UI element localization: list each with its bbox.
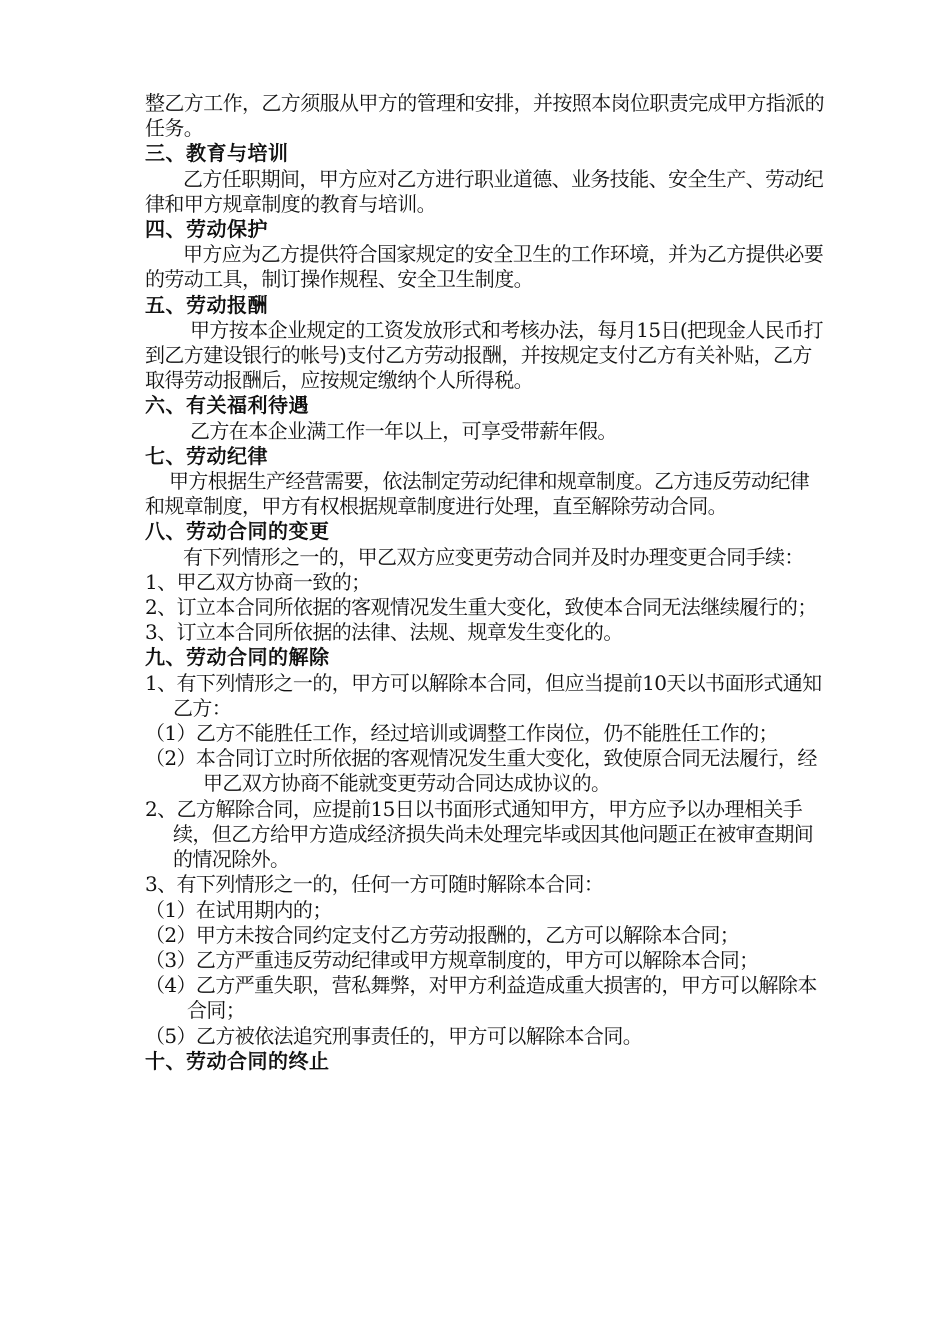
list-item: 1、有下列情形之一的，甲方可以解除本合同，但应当提前10天以书面形式通知乙方：: [145, 670, 822, 720]
section-heading-9: 九、劳动合同的解除: [145, 645, 330, 670]
list-item: 2、乙方解除合同，应提前15日以书面形式通知甲方，甲方应予以办理相关手续，但乙方给甲方造成经济损失尚未处理完毕或因其他问题正在被审查期间的情况除外。: [145, 796, 814, 872]
list-item: 3、订立本合同所依据的法律、法规、规章发生变化的。: [145, 620, 623, 645]
sub-list-item: （1）乙方不能胜任工作，经过培训或调整工作岗位，仍不能胜任工作的；: [145, 721, 778, 746]
section-6-body: 乙方在本企业满工作一年以上，可享受带薪年假。: [190, 418, 617, 443]
section-heading-6: 六、有关福利待遇: [145, 393, 309, 418]
sub-list-item: （2）本合同订立时所依据的客观情况发生重大变化，致使原合同无法履行，经甲乙双方协商不能就变更劳动合同达成协议的。: [145, 746, 817, 796]
sub-list-item: （3）乙方严重违反劳动纪律或甲方规章制度的，甲方可以解除本合同；: [145, 947, 759, 972]
list-item: 3、有下列情形之一的，任何一方可随时解除本合同：: [145, 872, 604, 897]
section-heading-8: 八、劳动合同的变更: [145, 519, 330, 544]
section-heading-5: 五、劳动报酬: [145, 292, 268, 317]
sub-list-item: （5）乙方被依法追究刑事责任的，甲方可以解除本合同。: [145, 1023, 643, 1048]
sub-list-item: （4）乙方严重失职，营私舞弊，对甲方利益造成重大损害的，甲方可以解除本合同；: [145, 973, 817, 1023]
section-5-body: 甲方按本企业规定的工资发放形式和考核办法，每月15日(把现金人民币打到乙方建设银行的帐号)支付乙方劳动报酬，并按规定支付乙方有关补贴，乙方取得劳动报酬后，应按规定缴纳个人所得税。: [145, 317, 823, 393]
list-item: 2、订立本合同所依据的客观情况发生重大变化，致使本合同无法继续履行的；: [145, 595, 817, 620]
sub-list-item: （2）甲方未按合同约定支付乙方劳动报酬的，乙方可以解除本合同；: [145, 922, 740, 947]
section-heading-3: 三、教育与培训: [145, 141, 289, 166]
list-item: 1、甲乙双方协商一致的；: [145, 569, 371, 594]
sub-list-item: （1）在试用期内的；: [145, 897, 332, 922]
section-heading-7: 七、劳动纪律: [145, 443, 268, 468]
section-8-body: 有下列情形之一的，甲乙双方应变更劳动合同并及时办理变更合同手续：: [183, 544, 804, 569]
section-4-body: 甲方应为乙方提供符合国家规定的安全卫生的工作环境，并为乙方提供必要的劳动工具，制订操作规程、安全卫生制度。: [145, 242, 824, 292]
section-7-body: 甲方根据生产经营需要，依法制定劳动纪律和规章制度。乙方违反劳动纪律和规章制度，甲方有权根据规章制度进行处理，直至解除劳动合同。: [145, 469, 810, 519]
section-3-body: 乙方任职期间，甲方应对乙方进行职业道德、业务技能、安全生产、劳动纪律和甲方规章制度的教育与培训。: [145, 166, 824, 216]
section-heading-10: 十、劳动合同的终止: [145, 1048, 330, 1073]
paragraph-continuation: 整乙方工作，乙方须服从甲方的管理和安排，并按照本岗位职责完成甲方指派的任务。: [145, 91, 824, 141]
section-heading-4: 四、劳动保护: [145, 217, 268, 242]
document-body: [145, 91, 825, 1074]
